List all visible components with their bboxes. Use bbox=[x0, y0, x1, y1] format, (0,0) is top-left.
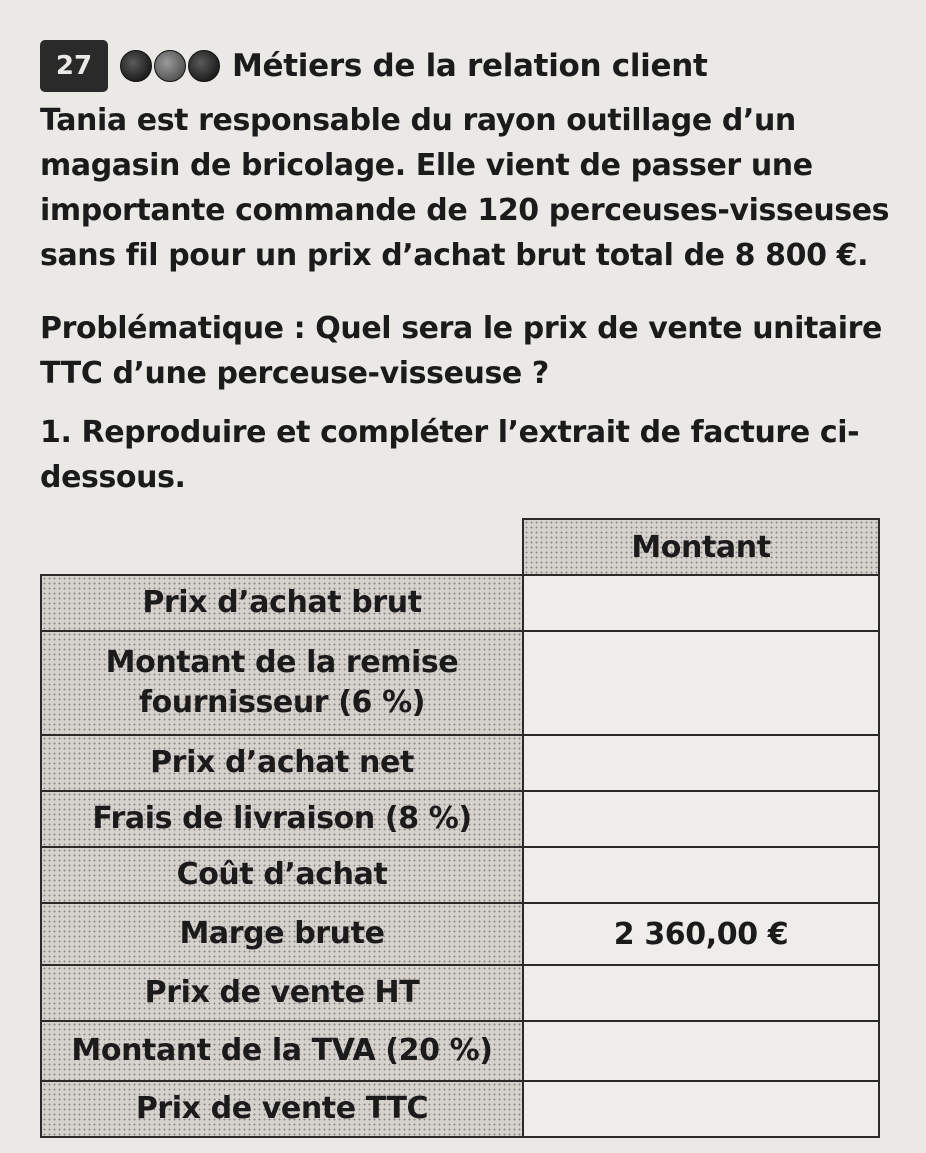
row-label: Frais de livraison (8 %) bbox=[41, 791, 523, 847]
table-row bbox=[41, 791, 879, 847]
table-row bbox=[41, 1021, 879, 1081]
table-row bbox=[41, 631, 879, 735]
row-label: Prix d’achat brut bbox=[41, 575, 523, 631]
exercise-number: 27 bbox=[40, 40, 108, 92]
row-value bbox=[523, 965, 879, 1021]
row-value bbox=[523, 575, 879, 631]
table-row bbox=[41, 903, 879, 965]
table-corner bbox=[41, 519, 523, 575]
table-row bbox=[41, 965, 879, 1021]
difficulty-dot-icon bbox=[120, 50, 152, 82]
row-value bbox=[523, 1021, 879, 1081]
row-value bbox=[523, 631, 879, 735]
difficulty-dot-icon bbox=[188, 50, 220, 82]
table-row bbox=[41, 575, 879, 631]
invoice-table bbox=[40, 518, 880, 1138]
row-label: Marge brute bbox=[41, 903, 523, 965]
question-1: 1. Reproduire et compléter l’extrait de facture ci-dessous. bbox=[40, 415, 860, 495]
row-value bbox=[523, 791, 879, 847]
row-label: Prix d’achat net bbox=[41, 735, 523, 791]
table-row bbox=[41, 847, 879, 903]
problem-text: Quel sera le prix de vente unitaire TTC d’une perceuse-visseuse ? bbox=[40, 311, 883, 391]
row-value bbox=[523, 735, 879, 791]
row-label: Prix de vente HT bbox=[41, 965, 523, 1021]
difficulty-indicator bbox=[120, 50, 220, 82]
table-row bbox=[41, 735, 879, 791]
row-value bbox=[523, 847, 879, 903]
table-row bbox=[41, 1081, 879, 1137]
row-value: 2 360,00 € bbox=[523, 903, 879, 965]
row-label: Montant de la TVA (20 %) bbox=[41, 1021, 523, 1081]
row-label: Prix de vente TTC bbox=[41, 1081, 523, 1137]
amount-column-header: Montant bbox=[523, 519, 879, 575]
intro-paragraph: Tania est responsable du rayon outillage d’un magasin de bricolage. Elle vient de passer une importante commande de 120 perceuses-visseuses sans fil pour un prix d’achat brut total de 8 800 €. bbox=[40, 103, 890, 273]
exercise-title: Métiers de la relation client bbox=[232, 48, 708, 84]
difficulty-dot-icon bbox=[154, 50, 186, 82]
problem-statement bbox=[40, 306, 890, 396]
problem-label: Problématique : bbox=[40, 311, 306, 346]
exercise-header bbox=[40, 38, 708, 94]
row-label: Montant de la remise fournisseur (6 %) bbox=[41, 631, 523, 735]
row-label: Coût d’achat bbox=[41, 847, 523, 903]
row-value bbox=[523, 1081, 879, 1137]
